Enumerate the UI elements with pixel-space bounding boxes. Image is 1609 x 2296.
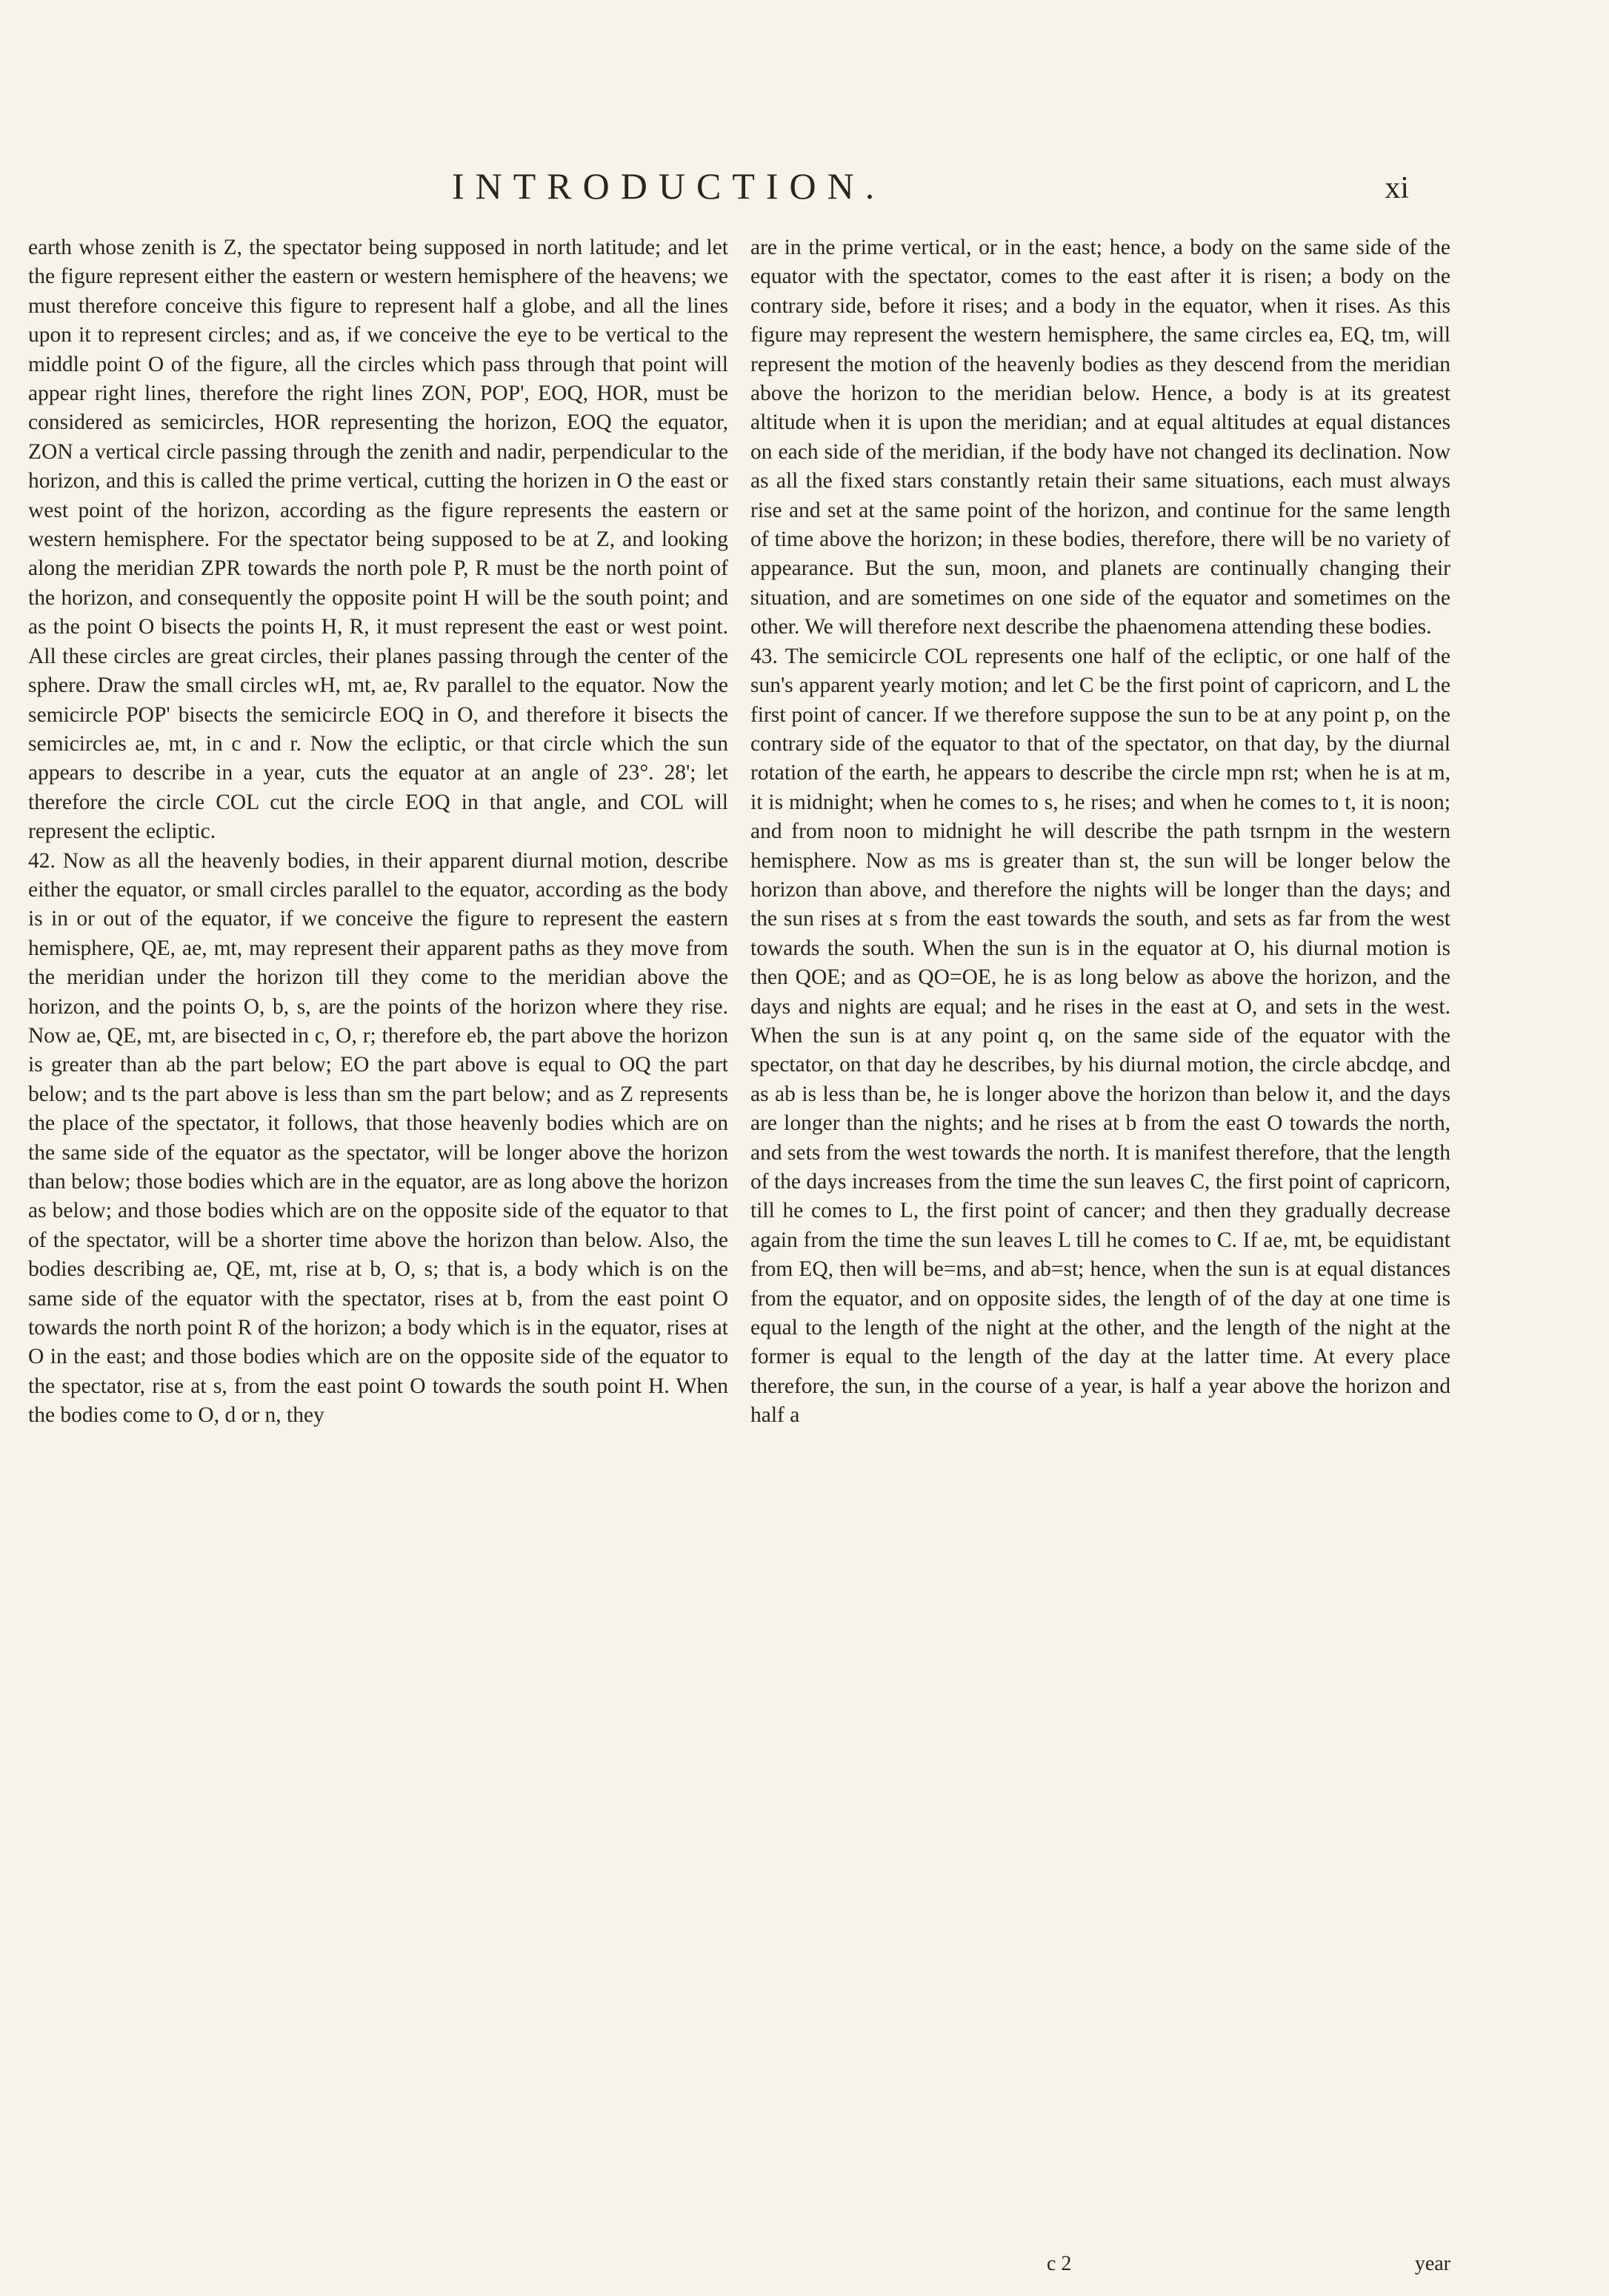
right-column xyxy=(750,233,1450,1431)
left-column xyxy=(28,233,728,1431)
page-footer xyxy=(750,2252,1450,2282)
paragraph: 42. Now as all the heavenly bodies, in their apparent diurnal motion, describe either the equator, or small circles parallel to the equator, according as the body is in or out of the equator, if we conceive the figure to represent the eastern hemisphere, QE, ae, mt, may represent their apparent paths as they move from the meridian under the horizon till they come to the meridian above the horizon, and the points O, b, s, are the points of the horizon where they rise. Now ae, QE, mt, are bisected in c, O, r; therefore eb, the part above the horizon is greater than ab the part below; EO the part above is equal to OQ the part below; and ts the part above is less than sm the part below; and as Z represents the place of the spectator, it follows, that those heavenly bodies which are on the same side of the equator as the spectator, will be longer above the horizon than below; those bodies which are in the equator, are as long above the horizon as below; and those bodies which are on the opposite side of the equator to that of the spectator, will be a shorter time above the horizon than below. Also, the bodies describing ae, QE, mt, rise at b, O, s; that is, a body which is on the same side of the equator with the spectator, rises at b, from the east point O towards the north point R of the horizon; a body which is in the equator, rises at O in the east; and those bodies which are on the opposite side of the equator to the spectator, rise at s, from the east point O towards the south point H. When the bodies come to O, d or n, they xyxy=(28,848,728,1428)
paragraph: earth whose zenith is Z, the spectator being supposed in north latitude; and let the figure represent either the eastern or western hemisphere of the heavens; we must therefore conceive this figure to represent half a globe, and all the lines upon it to represent circles; and as, if we conceive the eye to be vertical to the middle point O of the figure, all the circles which pass through that point will appear right lines, therefore the right lines ZON, POP', EOQ, HOR, must be considered as semicircles, HOR representing the horizon, EOQ the equator, ZON a vertical circle passing through the zenith and nadir, perpendicular to the horizon, and this is called the prime vertical, cutting the horizen in O the east or west point of the horizon, according as the figure represents the eastern or western hemisphere. For the spectator being supposed to be at Z, and looking along the meridian ZPR towards the north pole P, R must be the north point of the horizon, and consequently the opposite point H will be the south point; and as the point O bisects the points H, R, it must represent the east or west point. All these circles are great circles, their planes passing through the center of the sphere. Draw the small circles wH, mt, ae, Rv parallel to the equator. Now the semicircle POP' bisects the semicircle EOQ in O, and therefore it bisects the semicircles ae, mt, in c and r. Now the ecliptic, or that circle which the sun appears to describe in a year, cuts the equator at an angle of 23°. 28'; let therefore the circle COL cut the circle EOQ in that angle, and COL will represent the ecliptic. xyxy=(28,236,728,844)
page-header xyxy=(0,164,1609,224)
paragraph: 43. The semicircle COL represents one half of the ecliptic, or one half of the sun's apparent yearly motion; and let C be the first point of capricorn, and L the first point of cancer. If we therefore suppose the sun to be at any point p, on the contrary side of the equator to that of the spectator, on that day, by the diurnal rotation of the earth, he appears to describe the circle mpn rst; when he is at m, it is midnight; when he comes to s, he rises; and when he comes to t, it is noon; and from noon to midnight he will describe the path tsrnpm in the western hemisphere. Now as ms is greater than st, the sun will be longer below the horizon than above, and therefore the nights will be longer than the days; and the sun rises at s from the east towards the south, and sets as far from the west towards the south. When the sun is in the equator at O, his diurnal motion is then QOE; and as QO=OE, he is as long below as above the horizon, and the days and nights are equal; and he rises in the east at O, and sets in the west. When the sun is at any point q, on the same side of the equator with the spectator, on that day he describes, by his diurnal motion, the circle abcdqe, and as ab is less than be, he is longer above the horizon than below it, and the days are longer than the nights; and he rises at b from the east O towards the north, and sets from the west towards the north. It is manifest therefore, that the length of the days increases from the time the sun leaves C, the first point of capricorn, till he comes to L, the first point of cancer; and then they gradually decrease again from the time the sun leaves L till he comes to C. If ae, mt, be equidistant from EQ, then will be=ms, and ab=st; hence, when the sun is at equal distances from the equator, and on opposite sides, the length of of the day at one time is equal to the length of the night at the other, and the length of the night at the former is equal to the length of the day at the latter time. At every place therefore, the sun, in the course of a year, is half a year above the horizon and half a xyxy=(750,644,1450,1428)
catchword: year xyxy=(1414,2252,1450,2275)
paragraph: are in the prime vertical, or in the east; hence, a body on the same side of the equator with the spectator, comes to the east after it is risen; a body on the contrary side, before it rises; and a body in the equator, when it rises. As this figure may represent the western hemisphere, the same circles ea, EQ, tm, will represent the motion of the heavenly bodies as they descend from the meridian above the horizon to the meridian below. Hence, a body is at its greatest altitude when it is upon the meridian; and at equal altitudes at equal distances on each side of the meridian, if the body have not changed its declination. Now as all the fixed stars constantly retain their same situations, each must always rise and set at the same point of the horizon, and continue for the same length of time above the horizon; in these bodies, therefore, there will be no variety of appearance. But the sun, moon, and planets are continually changing their situation, and are sometimes on one side of the equator and sometimes on the other. We will therefore next describe the phaenomena attending these bodies. xyxy=(750,236,1450,639)
page-number: xi xyxy=(1385,171,1409,205)
signature-mark: c 2 xyxy=(1047,2252,1072,2275)
running-title: INTRODUCTION. xyxy=(452,165,886,207)
